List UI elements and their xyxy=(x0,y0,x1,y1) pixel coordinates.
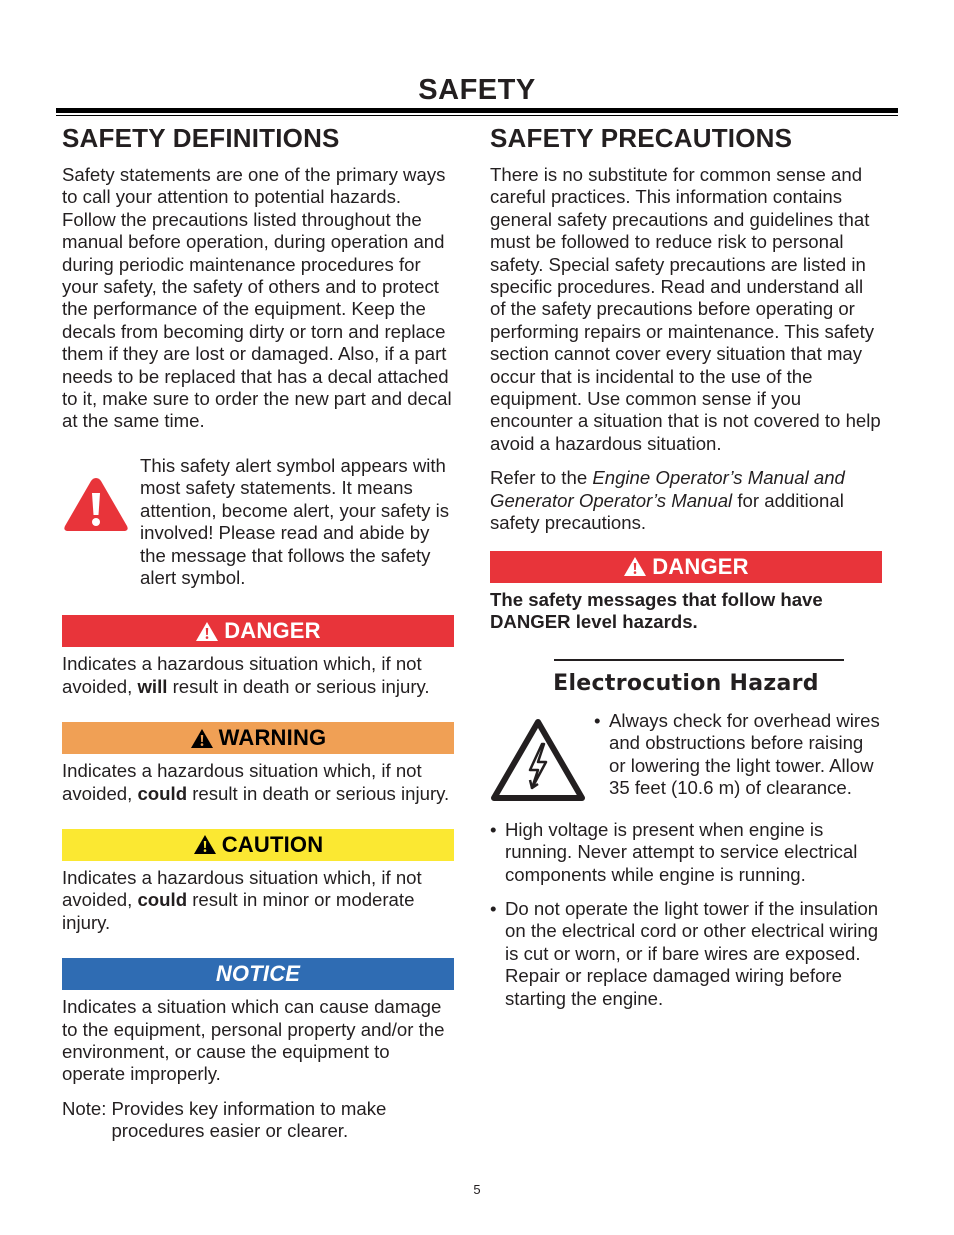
alert-triangle-icon xyxy=(195,621,219,642)
page-number: 5 xyxy=(473,1182,481,1197)
alert-triangle-icon xyxy=(190,728,214,749)
safety-precautions-column xyxy=(490,122,882,1010)
alert-triangle-icon xyxy=(623,556,647,577)
warning-description: Indicates a hazardous situation which, if not avoided, could result in death or serious injury. xyxy=(62,760,450,804)
title-rule-thick xyxy=(56,108,898,113)
precautions-bullets xyxy=(490,819,882,1010)
danger-description: Indicates a hazardous situation which, if not avoided, will result in death or serious injury. xyxy=(62,653,430,697)
danger-signal-bar xyxy=(490,551,882,583)
electrocution-hazard-row xyxy=(490,710,882,807)
danger-message: The safety messages that follow have DANGER level hazards. xyxy=(490,588,823,632)
notice-label: NOTICE xyxy=(215,961,301,987)
note-definition xyxy=(62,1098,454,1143)
note-text: Provides key information to make procedures easier or clearer. xyxy=(111,1097,387,1142)
precautions-danger xyxy=(490,551,882,634)
notice-definition xyxy=(62,958,454,1086)
warning-definition xyxy=(62,722,454,805)
danger-signal-bar xyxy=(62,615,454,647)
alert-triangle-icon xyxy=(193,834,217,855)
warning-label: WARNING xyxy=(218,725,327,751)
caution-label: CAUTION xyxy=(221,831,324,857)
page-title: SAFETY xyxy=(418,74,536,106)
refer-text: Refer to the Engine Operator’s Manual and Generator Operator’s Manual for additional safety precautions. xyxy=(490,467,845,534)
warning-signal-bar xyxy=(62,722,454,754)
caution-signal-bar xyxy=(62,829,454,861)
electrical-hazard-icon xyxy=(490,718,586,802)
definitions-intro: Safety statements are one of the primary ways to call your attention to potential hazards. Follow the precautions listed throughout the manual before operation, during operation and during periodic maintenance procedures for your safety, the safety of others and to protect the performance of the equipment. Keep the decals from becoming dirty or torn and replace them if they are lost or damaged. Also, if a part needs to be replaced that has a decal attached to it, make sure to order the new part and decal at the same time. xyxy=(62,164,452,432)
hazard-title: Electrocution Hazard xyxy=(553,670,819,696)
alert-symbol-row xyxy=(62,455,454,589)
hazard-divider xyxy=(554,659,844,661)
danger-label: DANGER xyxy=(224,618,321,644)
note-label: Note: xyxy=(62,1097,107,1119)
hazard-bullet: • Always check for overhead wires and obstructions before raising or lowering the light tower. Allow 35 feet (10.6 m) of clearance. xyxy=(594,710,882,800)
list-item: • Do not operate the light tower if the insulation on the electrical cord or other electrical wiring is cut or worn, or if bare wires are exposed. Repair or replace damaged wiring before starting the engine. xyxy=(490,898,882,1010)
safety-definitions-column xyxy=(62,122,454,1143)
danger-definition xyxy=(62,615,454,698)
precautions-heading: SAFETY PRECAUTIONS xyxy=(490,123,793,153)
caution-definition xyxy=(62,829,454,934)
notice-signal-bar xyxy=(62,958,454,990)
alert-symbol-text: This safety alert symbol appears with most safety statements. It means attention, become alert, your safety is involved! Please read and abide by the message that follows the safety alert symbol. xyxy=(140,454,450,588)
safety-alert-triangle-icon xyxy=(62,475,130,533)
precautions-intro: There is no substitute for common sense and careful practices. This information contains general safety precautions and guidelines that must be followed to reduce risk to personal safety. Special safety precautions are listed in specific procedures. Read and understand all of the safety precautions before operating or performing repairs or maintenance. This safety section cannot cover every situation that may occur that is incidental to the use of the equipment. Use common sense if you encounter a situation that is not covered to help avoid a hazardous situation. xyxy=(490,164,881,454)
caution-description: Indicates a hazardous situation which, if not avoided, could result in minor or moderate injury. xyxy=(62,866,422,933)
definitions-heading: SAFETY DEFINITIONS xyxy=(62,123,340,153)
list-item: • High voltage is present when engine is running. Never attempt to service electrical components while engine is running. xyxy=(490,819,882,886)
title-rule-thin xyxy=(56,115,898,116)
notice-description: Indicates a situation which can cause damage to the equipment, personal property and/or the environment, or cause the equipment to operate improperly. xyxy=(62,996,445,1085)
danger-label: DANGER xyxy=(652,553,749,579)
